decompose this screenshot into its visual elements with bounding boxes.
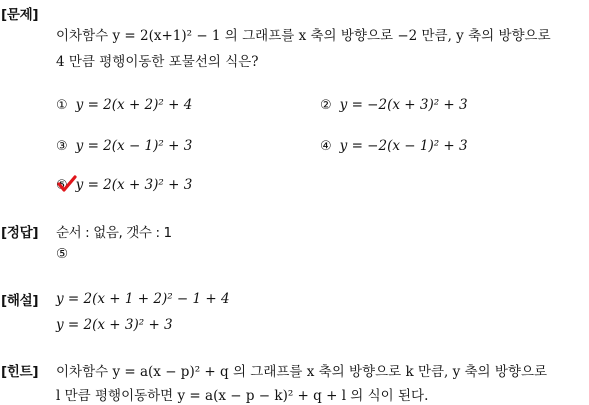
answer-line-2: ⑤ — [56, 246, 68, 262]
hint-line-1: 이차함수 y = a(x − p)² + q 의 그래프를 x 축의 방향으로 k 만큼, y 축의 방향으로 — [56, 364, 548, 380]
solution-line-2: y = 2(x + 3)² + 3 — [56, 317, 173, 333]
choice-2[interactable] — [320, 97, 468, 113]
answer-label: [정답] — [1, 225, 39, 241]
problem-line-1: 이차함수 y = 2(x+1)² − 1 의 그래프를 x 축의 방향으로 −2 만큼, y 축의 방향으로 — [56, 28, 551, 44]
choice-3-marker: ③ — [56, 139, 68, 154]
hint-label: [힌트] — [1, 364, 39, 380]
check-mark-icon — [56, 174, 78, 194]
choice-3-expr: y = 2(x − 1)² + 3 — [75, 138, 193, 154]
solution-label: [해설] — [1, 293, 39, 309]
choice-4[interactable] — [320, 138, 468, 154]
choice-1-marker: ① — [56, 98, 68, 113]
problem-line-2: 4 만큼 평행이동한 포물선의 식은? — [56, 54, 259, 70]
problem-label: [문제] — [1, 7, 39, 23]
choice-5-marker: ⑤ — [56, 178, 68, 193]
choice-1-expr: y = 2(x + 2)² + 4 — [75, 97, 193, 113]
choice-3[interactable] — [56, 138, 192, 154]
choice-4-marker: ④ — [320, 139, 332, 154]
choice-2-marker: ② — [320, 98, 332, 113]
choice-1[interactable] — [56, 97, 192, 113]
choice-5-expr: y = 2(x + 3)² + 3 — [75, 177, 193, 193]
choice-2-expr: y = −2(x + 3)² + 3 — [339, 97, 468, 113]
hint-line-2: l 만큼 평행이동하면 y = a(x − p − k)² + q + l 의 식이 된다. — [56, 388, 429, 404]
solution-line-1: y = 2(x + 1 + 2)² − 1 + 4 — [56, 291, 230, 307]
choice-4-expr: y = −2(x − 1)² + 3 — [339, 138, 468, 154]
answer-line-1: 순서 : 없음, 갯수 : 1 — [56, 225, 172, 241]
